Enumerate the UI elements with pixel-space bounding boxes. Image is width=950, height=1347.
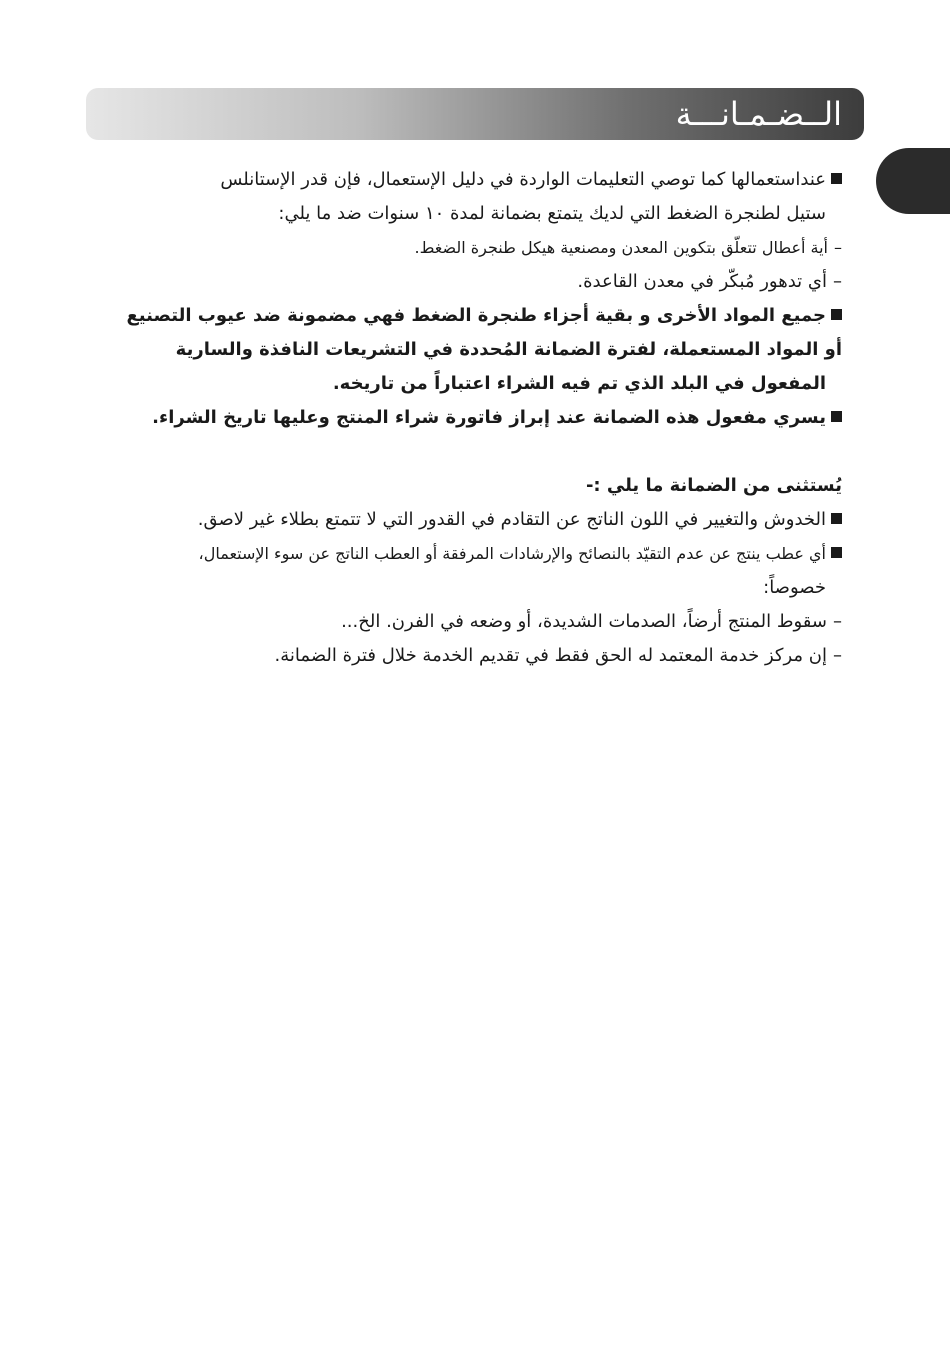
warranty-item-other-parts-cont: أو المواد المستعملة، لفترة الضمانة المُحددة في التشريعات النافذة والسارية <box>175 339 842 360</box>
exclusion-subitem: –سقوط المنتج أرضاً، الصدمات الشديدة، أو وضعه في الفرن. الخ... <box>341 611 842 632</box>
page-title: الــضـمـانـــة <box>675 95 842 133</box>
square-bullet-icon <box>831 309 842 320</box>
square-bullet-icon <box>831 513 842 524</box>
exclusion-subitem: –إن مركز خدمة المعتمد له الحق فقط في تقديم الخدمة خلال فترة الضمانة. <box>274 645 842 666</box>
warranty-item-stainless: عنداستعمالها كما توصي التعليمات الواردة في دليل الإستعمال، فإن قدر الإستانلس <box>86 163 842 197</box>
square-bullet-icon <box>831 547 842 558</box>
exclusion-item: أي عطب ينتج عن عدم التقيّد بالنصائح والإرشادات المرفقة أو العطب الناتج عن سوء الإستعمال، <box>86 537 842 571</box>
warranty-subitem: –أي تدهور مُبكّر في معدن القاعدة. <box>577 271 842 292</box>
square-bullet-icon <box>831 411 842 422</box>
warranty-item-other-parts: جميع المواد الأخرى و بقية أجزاء طنجرة الضغط فهي مضمونة ضد عيوب التصنيع <box>86 299 842 333</box>
section-header-bar <box>86 88 864 140</box>
warranty-item-other-parts-cont: المفعول في البلد الذي تم فيه الشراء اعتباراً من تاريخه. <box>332 373 826 394</box>
side-page-tab <box>876 148 950 214</box>
warranty-item-stainless-cont: ستيل لطنجرة الضغط التي لديك يتمتع بضمانة لمدة ١٠ سنوات ضد ما يلي: <box>278 203 826 224</box>
warranty-subitem: –أية أعطال تتعلّق بتكوين المعدن ومصنعية هيكل طنجرة الضغط. <box>414 238 842 257</box>
exclusions-heading: يُستثنى من الضمانة ما يلي :- <box>585 475 842 496</box>
square-bullet-icon <box>831 173 842 184</box>
warranty-item-invoice: يسري مفعول هذه الضمانة عند إبراز فاتورة شراء المنتج وعليها تاريخ الشراء. <box>86 401 842 435</box>
exclusion-item-cont: خصوصاً: <box>763 577 826 598</box>
exclusion-item: الخدوش والتغيير في اللون الناتج عن التقادم في القدور التي لا تتمتع بطلاء غير لاصق. <box>86 503 842 537</box>
warranty-content <box>86 163 842 673</box>
